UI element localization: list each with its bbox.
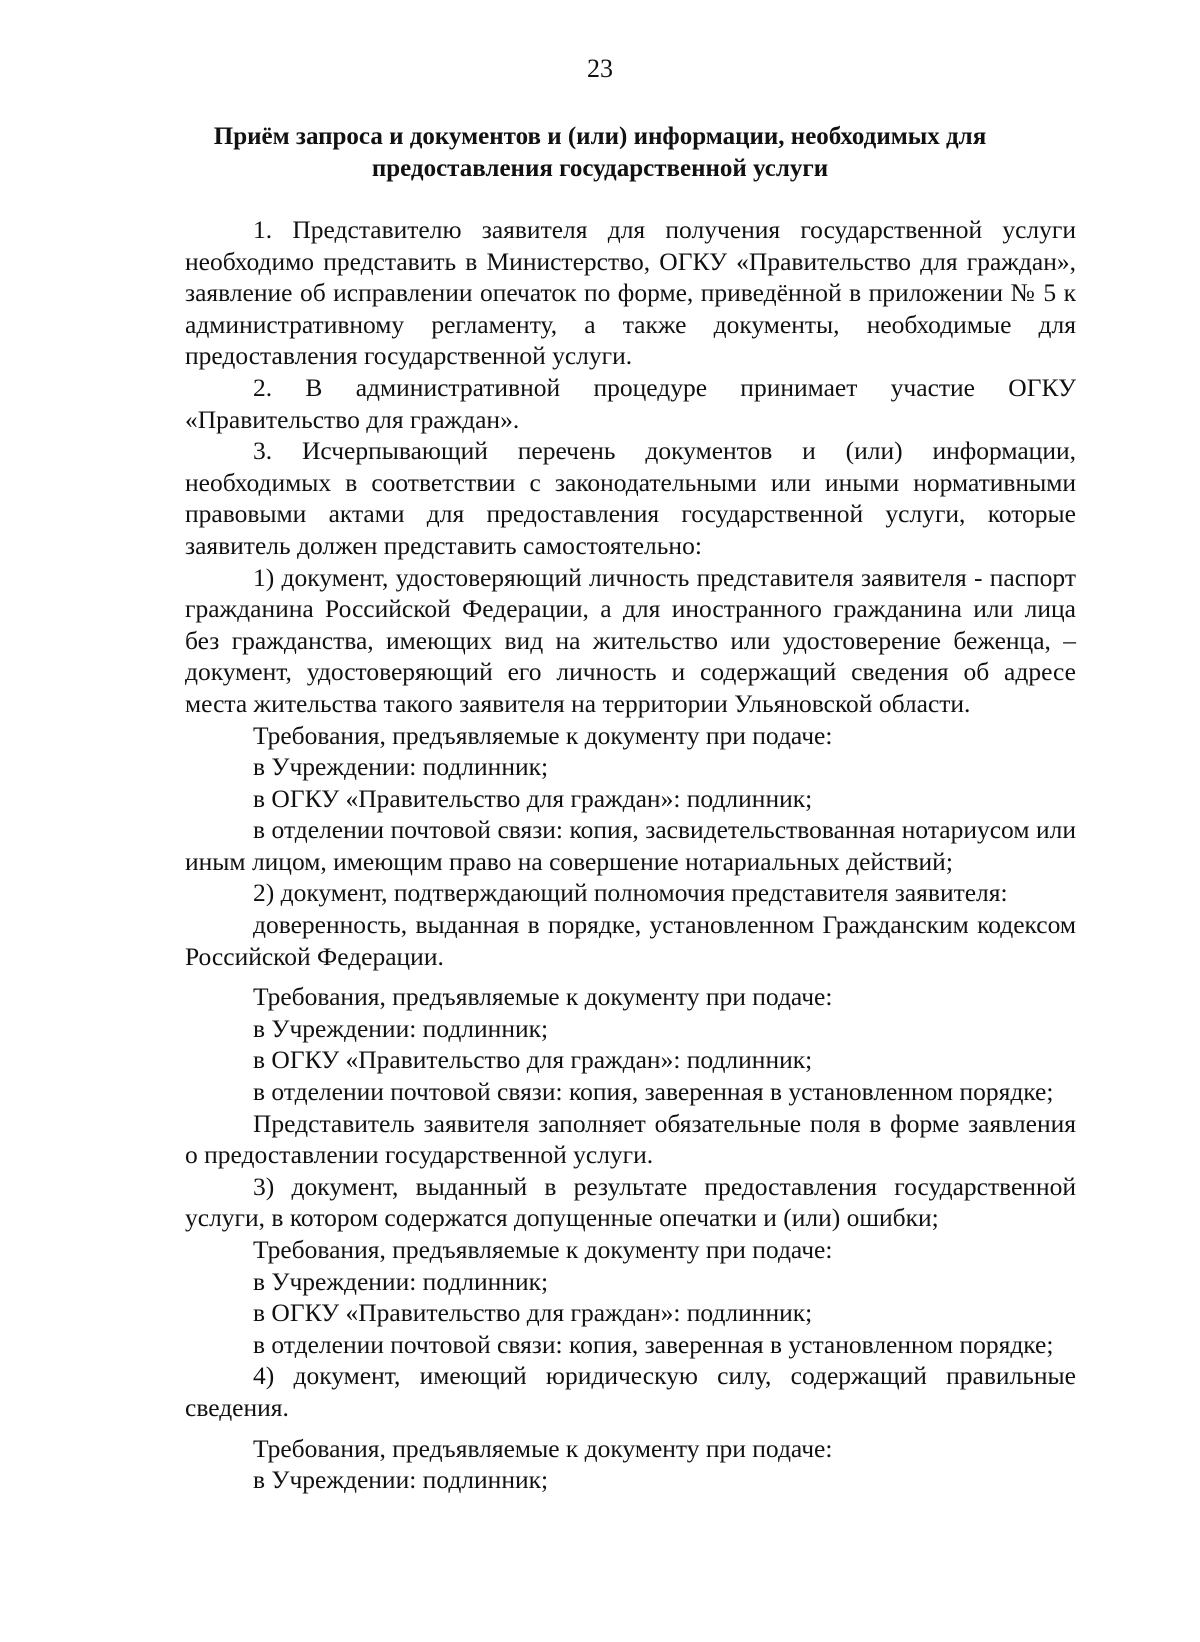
power-of-attorney-text: доверенность, выданная в порядке, установленном Гражданским кодексом Российской Федерации.: [185, 910, 1076, 971]
subitem-2-document: 2) документ, подтверждающий полномочия представителя заявителя:: [253, 878, 1008, 908]
subitem-1-document: 1) документ, удостоверяющий личность представителя заявителя - паспорт гражданина Российской Федерации, а для иностранного гражданина или лица без гражданства, имеющих вид на жительство или удостоверение беженца, – документ, удостоверяющий его личность и содержащий сведения об адресе места жительства такого заявителя на территории Ульяновской области.: [185, 562, 1076, 718]
paragraph-item-2: 2. В административной процедуре принимает участие ОГКУ «Правительство для граждан».: [185, 372, 1076, 434]
requirement-institution: в Учреждении: подлинник;: [253, 1013, 549, 1043]
paragraph-item-3: 3. Исчерпывающий перечень документов и (или) информации, необходимых в соответствии с законодательными или иными нормативными правовыми актами для предоставления государственной услуги, которые заявитель должен представить самостоятельно:: [185, 436, 1076, 560]
requirement-post-office: в отделении почтовой связи: копия, засвидетельствованная нотариусом или иным лицом, имеющим право на совершение нотариальных действий;: [185, 815, 1076, 876]
subitem-3-document: 3) документ, выданный в результате предоставления государственной услуги, в котором содержатся допущенные опечатки и (или) ошибки;: [185, 1171, 1076, 1233]
representative-note: Представитель заявителя заполняет обязательные поля в форме заявления о предоставлении государственной услуги.: [185, 1108, 1076, 1170]
requirement-post-office: в отделении почтовой связи: копия, заверенная в установленном порядке;: [253, 1077, 1054, 1107]
section-title-line-2: предоставления государственной услуги: [371, 155, 829, 182]
document-body: [185, 214, 1076, 1496]
paragraph-item-1: 1. Представителю заявителя для получения государственной услуги необходимо представить в Министерство, ОГКУ «Правительство для граждан», заявление об исправлении опечаток по форме, приведённой в приложении № 5 к административному регламенту, а также документы, необходимые для предоставления государственной услуги.: [185, 215, 1076, 371]
requirements-heading: Требования, предъявляемые к документу при подаче:: [253, 982, 833, 1012]
requirement-ogku: в ОГКУ «Правительство для граждан»: подлинник;: [253, 783, 813, 813]
requirements-heading: Требования, предъявляемые к документу при подаче:: [253, 1235, 833, 1264]
section-title: [180, 121, 1020, 185]
requirements-heading: Требования, предъявляемые к документу при подаче:: [253, 720, 833, 750]
page-number: 23: [587, 54, 613, 83]
subitem-4-document: 4) документ, имеющий юридическую силу, содержащий правильные сведения.: [185, 1361, 1076, 1422]
requirement-ogku: в ОГКУ «Правительство для граждан»: подлинник;: [253, 1298, 813, 1328]
requirement-post-office: в отделении почтовой связи: копия, заверенная в установленном порядке;: [253, 1329, 1054, 1359]
requirement-institution: в Учреждении: подлинник;: [253, 752, 549, 782]
requirement-institution: в Учреждении: подлинник;: [253, 1266, 549, 1296]
section-title-line-1: Приём запроса и документов и (или) информации, необходимых для: [213, 123, 987, 150]
requirement-ogku: в ОГКУ «Правительство для граждан»: подлинник;: [253, 1045, 813, 1075]
requirement-institution: в Учреждении: подлинник;: [253, 1465, 549, 1495]
requirements-heading: Требования, предъявляемые к документу при подаче:: [253, 1433, 833, 1463]
